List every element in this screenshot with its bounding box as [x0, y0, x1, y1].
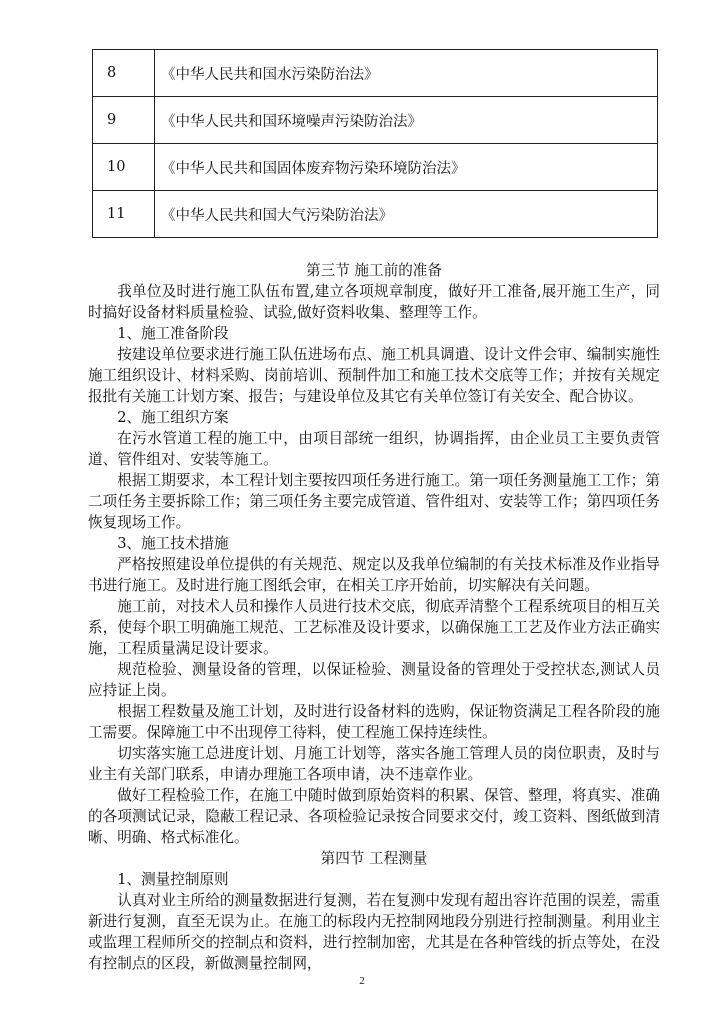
- row-number: 10: [93, 144, 155, 191]
- section-3-intro: 我单位及时进行施工队伍布置,建立各项规章制度，做好开工准备,展开施工生产，同时搞好设备材料质量检验、试验,做好资料收集、整理等工作。: [88, 283, 660, 321]
- law-list-table: [92, 49, 658, 238]
- row-number: 9: [93, 97, 155, 144]
- paragraph: 认真对业主所给的测量数据进行复测，若在复测中发现有超出容许范围的误差，需重新进行复测，直至无误为止。在施工的标段内无控制网地段分别进行控制测量。利用业主或监理工程师所交的控制点和资料，进行控制加密，尤其是在各种管线的折点等处，在没有控制点的区段，新做测量控制网，: [88, 892, 660, 972]
- row-number: 8: [93, 50, 155, 97]
- document-body: [88, 260, 660, 974]
- subsection-title: 2、施工组织方案: [117, 409, 229, 426]
- law-name: 《中华人民共和国固体废弃物污染环境防治法》: [155, 144, 658, 191]
- subsection-title: 1、施工准备阶段: [117, 325, 229, 342]
- paragraph: 施工前，对技术人员和操作人员进行技术交底，彻底弄清整个工程系统项目的相互关系，使每个职工明确施工规范、工艺标准及设计要求，以确保施工工艺及作业方法正确实施，工程质量满足设计要求。: [88, 598, 660, 657]
- page-number: 2: [359, 975, 365, 987]
- subsection-title: 3、施工技术措施: [117, 535, 229, 552]
- paragraph: 严格按照建设单位提供的有关规范、规定以及我单位编制的有关技术标准及作业指导书进行施工。及时进行施工图纸会审，在相关工序开始前，切实解决有关问题。: [88, 556, 660, 594]
- paragraph: 根据工期要求，本工程计划主要按四项任务进行施工。第一项任务测量施工工作；第二项任务主要拆除工作；第三项任务主要完成管道、管件组对、安装等工作；第四项任务恢复现场工作。: [88, 472, 660, 531]
- table-row: [93, 97, 658, 144]
- subsection-title: 1、测量控制原则: [117, 871, 229, 888]
- table-row: [93, 50, 658, 97]
- table-row: [93, 191, 658, 238]
- row-number: 11: [93, 191, 155, 238]
- law-name: 《中华人民共和国大气污染防治法》: [155, 191, 658, 238]
- paragraph: 根据工程数量及施工计划，及时进行设备材料的选购，保证物资满足工程各阶段的施工需要。保障施工中不出现停工待料，使工程施工保持连续性。: [88, 703, 660, 741]
- section-4-heading: 第四节 工程测量: [320, 850, 428, 867]
- paragraph: 按建设单位要求进行施工队伍进场布点、施工机具调遣、设计文件会审、编制实施性施工组织设计、材料采购、岗前培训、预制件加工和施工技术交底等工作；并按有关规定报批有关施工计划方案、报告；与建设单位及其它有关单位签订有关安全、配合协议。: [88, 346, 660, 405]
- paragraph: 在污水管道工程的施工中，由项目部统一组织，协调指挥，由企业员工主要负责管道、管件组对、安装等施工。: [88, 430, 660, 468]
- table-row: [93, 144, 658, 191]
- law-name: 《中华人民共和国环境噪声污染防治法》: [155, 97, 658, 144]
- paragraph: 规范检验、测量设备的管理，以保证检验、测量设备的管理处于受控状态,测试人员应持证上岗。: [88, 661, 660, 699]
- section-3-heading: 第三节 施工前的准备: [306, 262, 442, 279]
- law-name: 《中华人民共和国水污染防治法》: [155, 50, 658, 97]
- paragraph: 做好工程检验工作，在施工中随时做到原始资料的积累、保管、整理，将真实、准确的各项测试记录，隐蔽工程记录、各项检验记录按合同要求交付，竣工资料、图纸做到清晰、明确、格式标准化。: [88, 787, 660, 846]
- paragraph: 切实落实施工总进度计划、月施工计划等，落实各施工管理人员的岗位职责，及时与业主有关部门联系，申请办理施工各项申请，决不违章作业。: [88, 745, 660, 783]
